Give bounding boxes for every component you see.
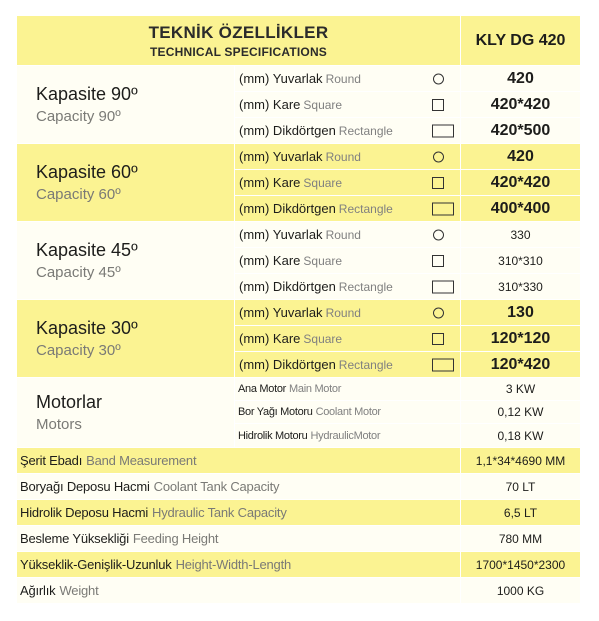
dimension-value: 420 (461, 66, 581, 92)
dimension-en: Square (303, 175, 343, 190)
capacity-tr: Kapasite 90º (36, 84, 138, 104)
dimension-value: 400*400 (461, 196, 581, 222)
dimension-tr: (mm) Yuvarlak (239, 227, 323, 242)
motor-tr: Hidrolik Motoru (238, 429, 308, 442)
circle-icon (433, 73, 444, 84)
dimension-tr: (mm) Dikdörtgen (239, 123, 336, 138)
capacity-60-label (17, 144, 235, 222)
dimension-value: 420*420 (461, 170, 581, 196)
title-english: TECHNICAL SPECIFICATIONS (149, 44, 328, 59)
motor-value: 0,18 KW (461, 424, 581, 448)
motors-en: Motors (36, 416, 82, 433)
property-value: 6,5 LT (461, 500, 581, 526)
dimension-tr: (mm) Dikdörtgen (239, 357, 336, 372)
spec-table (17, 16, 581, 604)
square-icon (432, 255, 444, 267)
dimension-en: Rectangle (338, 357, 393, 372)
circle-icon (433, 151, 444, 162)
motor-value: 0,12 KW (461, 401, 581, 424)
property-row (17, 552, 461, 578)
capacity-en: Capacity 30º (36, 342, 121, 359)
dimension-value: 420*420 (461, 92, 581, 118)
rectangle-icon (432, 280, 454, 293)
capacity-30-label (17, 300, 235, 378)
dimension-row (235, 118, 461, 144)
square-icon (432, 333, 444, 345)
circle-icon (433, 307, 444, 318)
property-en: Coolant Tank Capacity (153, 479, 280, 494)
property-row (17, 526, 461, 552)
dimension-en: Rectangle (338, 201, 393, 216)
dimension-tr: (mm) Yuvarlak (239, 149, 323, 164)
dimension-tr: (mm) Dikdörtgen (239, 279, 336, 294)
dimension-tr: (mm) Kare (239, 97, 301, 112)
dimension-value: 130 (461, 300, 581, 326)
capacity-en: Capacity 90º (36, 108, 121, 125)
dimension-row (235, 170, 461, 196)
property-en: Band Measurement (86, 453, 197, 468)
dimension-tr: (mm) Yuvarlak (239, 305, 323, 320)
square-icon (432, 99, 444, 111)
dimension-tr: (mm) Kare (239, 253, 301, 268)
motor-value: 3 KW (461, 378, 581, 401)
rectangle-icon (432, 358, 454, 371)
circle-icon (433, 229, 444, 240)
property-value: 70 LT (461, 474, 581, 500)
dimension-row (235, 326, 461, 352)
motor-en: HydraulicMotor (310, 429, 381, 442)
rectangle-icon (432, 124, 454, 137)
property-value: 1000 KG (461, 578, 581, 604)
property-tr: Besleme Yüksekliği (20, 531, 129, 546)
capacity-en: Capacity 45º (36, 264, 121, 281)
dimension-value: 420*500 (461, 118, 581, 144)
dimension-en: Rectangle (338, 123, 393, 138)
dimension-tr: (mm) Dikdörtgen (239, 201, 336, 216)
dimension-value: 120*420 (461, 352, 581, 378)
property-tr: Yükseklik-Genişlik-Uzunluk (20, 557, 172, 572)
dimension-value: 310*310 (461, 248, 581, 274)
dimension-row (235, 274, 461, 300)
property-en: Weight (59, 583, 99, 598)
property-value: 1,1*34*4690 MM (461, 448, 581, 474)
dimension-row (235, 196, 461, 222)
model-name: KLY DG 420 (461, 16, 581, 66)
property-tr: Boryağı Deposu Hacmi (20, 479, 150, 494)
capacity-tr: Kapasite 45º (36, 240, 138, 260)
motor-en: Coolant Motor (315, 406, 381, 418)
property-en: Feeding Height (132, 531, 219, 546)
dimension-row (235, 144, 461, 170)
motor-en: Main Motor (289, 383, 342, 395)
dimension-en: Square (303, 253, 343, 268)
dimension-en: Rectangle (338, 279, 393, 294)
capacity-45-label (17, 222, 235, 300)
property-row (17, 578, 461, 604)
dimension-row (235, 248, 461, 274)
motor-row (235, 378, 461, 401)
dimension-value: 330 (461, 222, 581, 248)
property-value: 1700*1450*2300 (461, 552, 581, 578)
dimension-row (235, 352, 461, 378)
dimension-row (235, 300, 461, 326)
rectangle-icon (432, 202, 454, 215)
motor-row (235, 424, 461, 448)
title-turkish: TEKNİK ÖZELLİKLER (148, 22, 329, 42)
property-row (17, 474, 461, 500)
motor-tr: Ana Motor (238, 383, 287, 395)
property-en: Height-Width-Length (175, 557, 292, 572)
table-header (17, 16, 461, 66)
dimension-value: 120*120 (461, 326, 581, 352)
dimension-en: Round (325, 305, 361, 320)
dimension-tr: (mm) Yuvarlak (239, 71, 323, 86)
dimension-en: Square (303, 97, 343, 112)
motor-tr: Bor Yağı Motoru (238, 406, 313, 418)
dimension-value: 310*330 (461, 274, 581, 300)
square-icon (432, 177, 444, 189)
property-tr: Ağırlık (20, 583, 56, 598)
motors-tr: Motorlar (36, 392, 103, 412)
dimension-en: Round (325, 227, 361, 242)
property-row (17, 448, 461, 474)
dimension-en: Square (303, 331, 343, 346)
capacity-tr: Kapasite 60º (36, 162, 138, 182)
property-tr: Şerit Ebadı (20, 453, 83, 468)
dimension-en: Round (325, 149, 361, 164)
dimension-row (235, 66, 461, 92)
capacity-en: Capacity 60º (36, 186, 121, 203)
dimension-row (235, 222, 461, 248)
property-en: Hydraulic Tank Capacity (152, 505, 287, 520)
motor-row (235, 401, 461, 424)
capacity-90-label (17, 66, 235, 144)
dimension-tr: (mm) Kare (239, 175, 301, 190)
dimension-tr: (mm) Kare (239, 331, 301, 346)
property-row (17, 500, 461, 526)
property-value: 780 MM (461, 526, 581, 552)
dimension-en: Round (325, 71, 361, 86)
motors-label (17, 378, 235, 448)
property-tr: Hidrolik Deposu Hacmi (20, 505, 149, 520)
capacity-tr: Kapasite 30º (36, 318, 138, 338)
dimension-row (235, 92, 461, 118)
dimension-value: 420 (461, 144, 581, 170)
